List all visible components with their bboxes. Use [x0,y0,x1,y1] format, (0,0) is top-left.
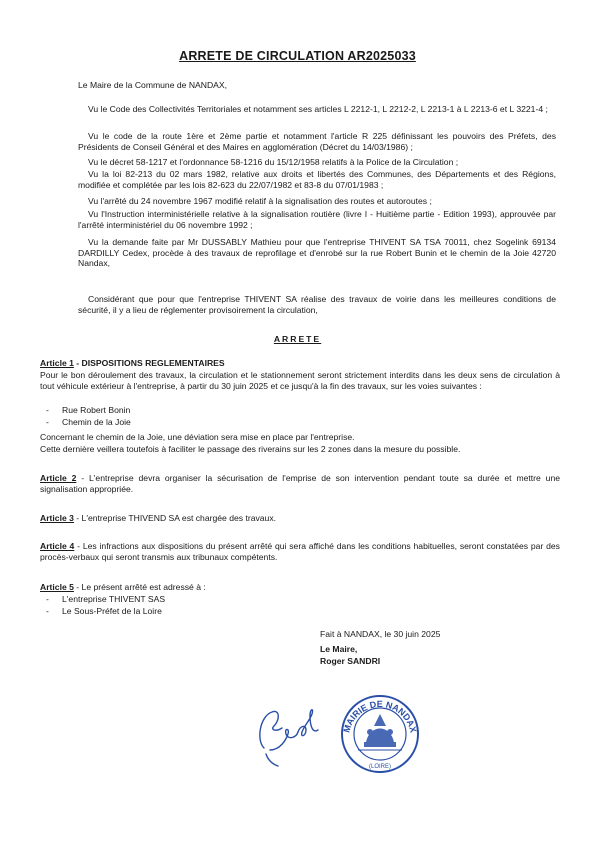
article-1-after-2: Cette dernière veillera toutefois à faciliter le passage des riverains sur les 2 zones dans la mesure du possible. [40,444,461,454]
article-1-heading [40,358,560,369]
article-2-text: - L'entreprise devra organiser la sécurisation de l'emprise de son intervention pendant toute sa durée et mettre une signalisation appropriée. [40,473,561,494]
article-5-list [40,594,340,618]
article-5-label: Article 5 [40,582,74,592]
article-1-text: Pour le bon déroulement des travaux, la circulation et le stationnement seront strictement interdits dans les deux sens de circulation à tout véhicule extérieur à l'entreprise, à partir du 30 juin 2025 et ce jusqu'à la fin des travaux, sur les voies suivantes : [40,370,560,391]
article-3 [40,513,560,524]
stamp-dept: (LOIRE) [368,764,392,770]
article-3-label: Article 3 [40,513,74,523]
article-4 [40,541,560,562]
article-4-text: - Les infractions aux dispositions du présent arrêté qui sera affiché dans les conditions habituelles, seront constatées par des procès-verbaux qui seront transmis aux tribunaux compétents. [40,541,560,562]
mayor-role: Le Maire, [320,644,358,654]
vu-clause-6: Vu l'Instruction interministérielle relative à la signalisation routière (livre I - Huitième partie - Edition 1993), approuvée par l'arrêté interministériel du 06 novembre 1992 ; [78,209,556,230]
article-2 [40,473,560,494]
signature-and-stamp [250,690,440,780]
article-4-label: Article 4 [40,541,75,551]
article-3-text: - L'entreprise THIVEND SA est chargée des travaux. [73,513,277,523]
vu-clause-7: Vu la demande faite par Mr DUSSABLY Mathieu pour que l'entreprise THIVENT SA TSA 70011, chez Sogelink 69134 DARDILLY Cedex, procède à des travaux de reprofilage et d'enrobé sur la rue Robert Bunin et le chemin de la Joie 42720 Nandax, [78,237,556,269]
intro-line: Le Maire de la Commune de NANDAX, [78,80,228,90]
article-2-label: Article 2 [40,473,77,483]
vu-clause-4: Vu la loi 82-213 du 02 mars 1982, relative aux droits et libertés des Communes, des Départements et des Régions, modifiée et complétée par les lois 82-623 du 22/07/1982 et 83-8 du 07/01/1983 ; [78,169,556,190]
article-1-title: - DISPOSITIONS REGLEMENTAIRES [73,358,225,368]
vu-clause-3: Vu le décret 58-1217 et l'ordonnance 58-1216 du 15/12/1958 relatifs à la Police de la Circulation ; [88,157,459,167]
list-item: - L'entreprise THIVENT SAS [40,594,340,606]
article-1-list [40,405,340,429]
article-1-label: Article 1 [40,358,74,368]
arrete-heading: ARRETE [273,334,322,344]
article-5 [40,582,560,593]
article-5-text: - Le présent arrêté est adressé à : [73,582,206,592]
vu-clause-2: Vu le code de la route 1ère et 2ème partie et notamment l'article R 225 définissant les pouvoirs des Préfets, des Présidents de Conseil Général et des Maires en agglomération (Décret du 14/03/1986) ; [78,131,556,152]
mairie-stamp-icon [341,696,418,772]
stamp-text: MAIRIE DE NANDAX [341,698,419,734]
mayor-name: Roger SANDRI [320,656,381,666]
place-date: Fait à NANDAX, le 30 juin 2025 [320,629,441,639]
vu-clause-1: Vu le Code des Collectivités Territoriales et notamment ses articles L 2212-1, L 2212-2, L 2213-1 à L 2213-6 et L 3221-4 ; [88,104,548,114]
considerant-paragraph: Considérant que pour que l'entreprise THIVENT SA réalise des travaux de voirie dans les meilleures conditions de sécurité, il y a lieu de réglementer provisoirement la circulation, [78,294,556,315]
list-item: - Rue Robert Bonin [40,405,340,417]
list-item: - Chemin de la Joie [40,417,340,429]
handwritten-signature-icon [260,710,318,766]
article-1-after-1: Concernant le chemin de la Joie, une déviation sera mise en place par l'entreprise. [40,432,355,442]
document-title: ARRETE DE CIRCULATION AR2025033 [179,49,416,63]
list-item: - Le Sous-Préfet de la Loire [40,606,340,618]
vu-clause-5: Vu l'arrêté du 24 novembre 1967 modifié relatif à la signalisation des routes et autoroutes ; [88,196,432,206]
